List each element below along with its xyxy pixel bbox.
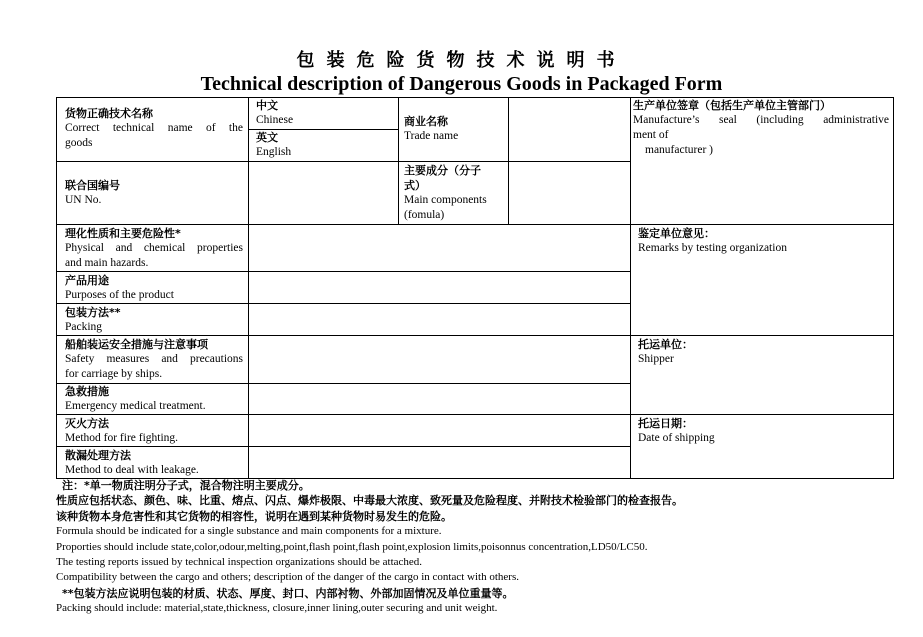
footnote-line: 性质应包括状态、颜色、味、比重、熔点、闪点、爆炸极限、中毒最大浓度、致死量及危险程度、并附技术检验部门的检查报告。 (56, 494, 683, 508)
manufacturer-seal-label: 生产单位签章（包括生产单位主管部门） Manufacture’s seal (including administrative ment of manufacturer ) (633, 99, 889, 156)
footnote-line: 该种货物本身危害性和其它货物的相容性，说明在遇到某种货物时易发生的危险。 (56, 509, 452, 523)
chinese-label: 中文 Chinese (256, 99, 294, 126)
product-purposes-label: 产品用途 Purposes of the product (65, 274, 174, 301)
form-title-chinese: 包装危险货物技术说明书 (296, 50, 627, 71)
main-components-label: 主要成分（分子 式） Main components (fomula) (404, 164, 487, 221)
un-number-label: 联合国编号 UN No. (65, 179, 120, 206)
shipping-date-label: 托运日期： Date of shipping (638, 417, 715, 444)
footnotes (56, 478, 916, 617)
testing-remarks-label: 鉴定单位意见： Remarks by testing organization (638, 227, 787, 254)
footnote-line: Formula should be indicated for a single substance and main components for a mixture. (56, 525, 442, 538)
footnote-line: The testing reports issued by technical inspection organizations should be attached. (56, 556, 423, 569)
fire-fighting-label: 灭火方法 Method for fire fighting. (65, 417, 179, 444)
shipper-label: 托运单位： Shipper (638, 338, 693, 365)
safety-measures-label: 船舶装运安全措施与注意事项 Safety measures and precautions for carriage by ships. (65, 338, 243, 380)
footnote-line: Proporties should include state,color,odour,melting,point,flash point,flash point,explosion limits,poisonnus concentration,LD50/LC50. (56, 540, 648, 553)
packing-label: 包装方法** Packing (65, 306, 121, 333)
footnote-line: Compatibility between the cargo and others; description of the danger of the cargo in contact with others. (56, 571, 519, 584)
footnote-line: 注：*单一物质注明分子式，混合物注明主要成分。 (62, 479, 310, 492)
physical-properties-label: 理化性质和主要危险性* Physical and chemical properties and main hazards. (65, 227, 243, 269)
footnote-line: **包装方法应说明包装的材质、状态、厚度、封口、内部衬物、外部加固情况及单位重量等。 (62, 586, 514, 600)
trade-name-label: 商业名称 Trade name (404, 115, 459, 142)
emergency-treatment-label: 急救措施 Emergency medical treatment. (65, 385, 206, 412)
correct-name-label: 货物正确技术名称 Correct technical name of the goods (65, 107, 243, 149)
leakage-method-label: 散漏处理方法 Method to deal with leakage. (65, 449, 199, 476)
english-label: 英文 English (256, 131, 292, 158)
form-title-english: Technical description of Dangerous Goods in Packaged Form (200, 73, 723, 95)
footnote-line: Packing should include: material,state,thickness, closure,inner lining,outer securing and unit weight. (56, 602, 498, 615)
